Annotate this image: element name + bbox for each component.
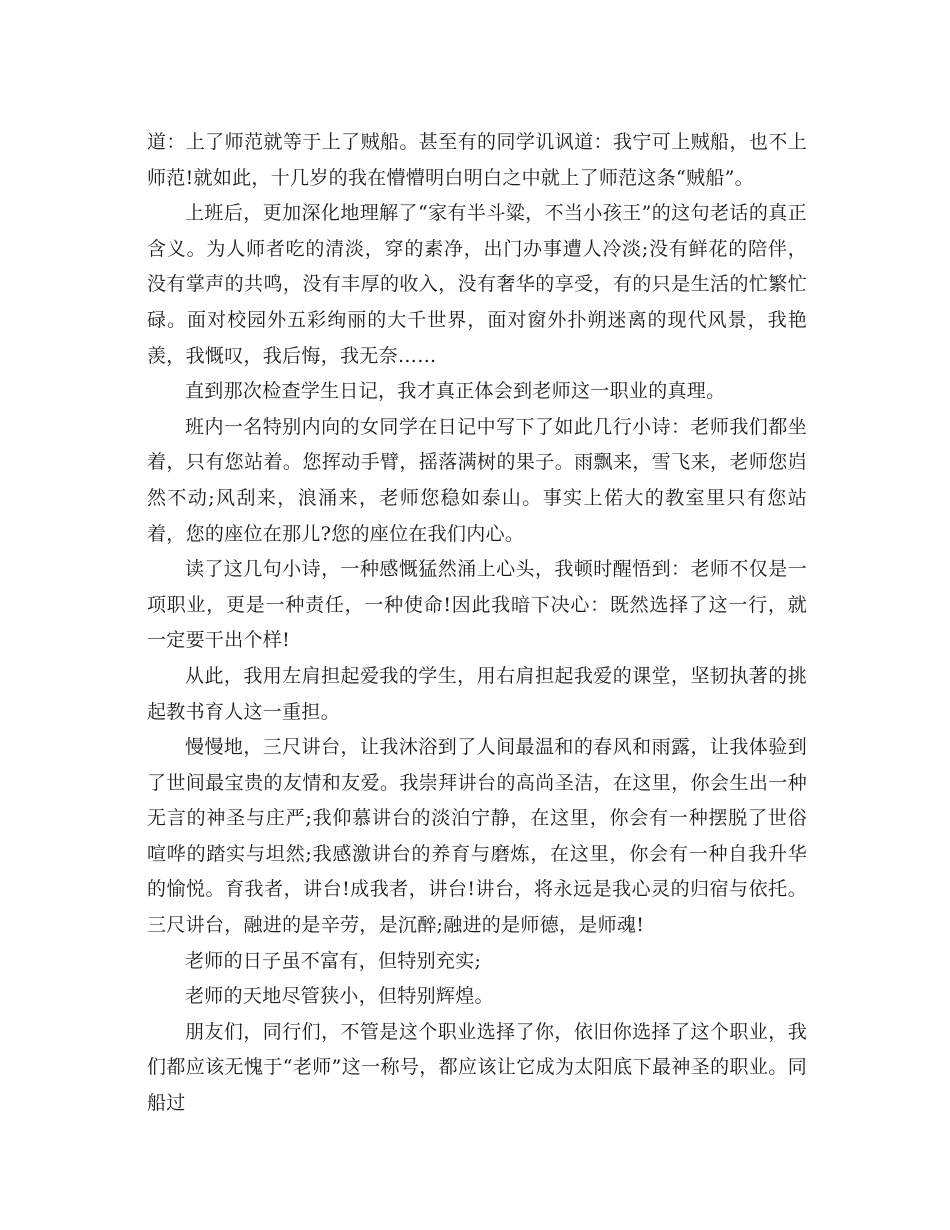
paragraph-9: 老师的天地尽管狭小，但特别辉煌。 bbox=[185, 985, 494, 1008]
paragraph-1: 道：上了师范就等于上了贼船。甚至有的同学讥讽道：我宁可上贼船，也不上师范!就如此，十几岁的我在懵懵明白明白之中就上了师范这条“贼船”。 bbox=[147, 131, 807, 189]
paragraph-3: 直到那次检查学生日记，我才真正体会到老师这一职业的真理。 bbox=[185, 380, 726, 403]
paragraph-4: 班内一名特别内向的女同学在日记中写下了如此几行小诗：老师我们都坐着，只有您站着。您挥动手臂，摇落满树的果子。雨飘来，雪飞来，老师您岿然不动;风刮来，浪涌来，老师您稳如泰山。事实上偌大的教室里只有您站着，您的座位在那儿?您的座位在我们内心。 bbox=[147, 415, 807, 545]
paragraph-5: 读了这几句小诗，一种感慨猛然涌上心头，我顿时醒悟到：老师不仅是一项职业，更是一种责任，一种使命!因此我暗下决心：既然选择了这一行，就一定要干出个样! bbox=[147, 558, 807, 652]
paragraph-2: 上班后，更加深化地理解了“家有半斗粱，不当小孩王”的这句老话的真正含义。为人师者吃的清淡，穿的素净，出门办事遭人冷淡;没有鲜花的陪伴，没有掌声的共鸣，没有丰厚的收入，没有奢华的享受，有的只是生活的忙繁忙碌。面对校园外五彩绚丽的大千世界，面对窗外扑朔迷离的现代风景，我艳羡，我慨叹，我后悔，我无奈…… bbox=[147, 202, 807, 367]
paragraph-8: 老师的日子虽不富有，但特别充实; bbox=[185, 949, 482, 972]
document-body bbox=[147, 125, 807, 1122]
paragraph-10: 朋友们，同行们，不管是这个职业选择了你，依旧你选择了这个职业，我们都应该无愧于“老师”这一称号，都应该让它成为太阳底下最神圣的职业。同船过 bbox=[147, 1020, 807, 1115]
paragraph-6: 从此，我用左肩担起爱我的学生，用右肩担起我爱的课堂，坚韧执著的挑起教书育人这一重担。 bbox=[147, 664, 807, 723]
paragraph-7: 慢慢地，三尺讲台，让我沐浴到了人间最温和的春风和雨露，让我体验到了世间最宝贵的友情和友爱。我崇拜讲台的高尚圣洁，在这里，你会生出一种无言的神圣与庄严;我仰慕讲台的淡泊宁静，在这里，你会有一种摆脱了世俗喧哗的踏实与坦然;我感激讲台的养育与磨炼，在这里，你会有一种自我升华的愉悦。育我者，讲台!成我者，讲台!讲台，将永远是我心灵的归宿与依托。三尺讲台，融进的是辛劳，是沉醉;融进的是师德，是师魂! bbox=[147, 736, 807, 937]
